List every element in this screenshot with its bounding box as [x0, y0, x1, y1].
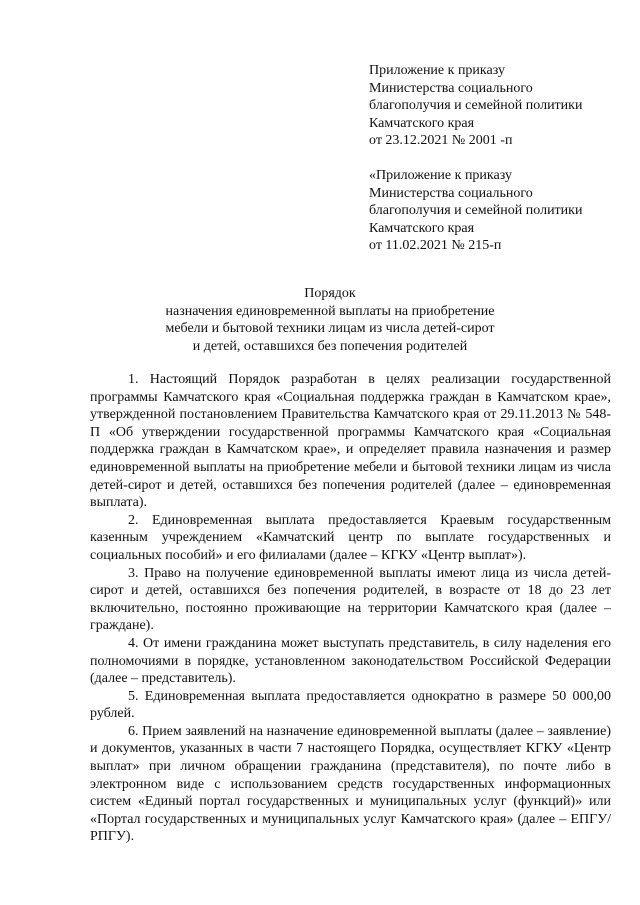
title-line: назначения единовременной выплаты на приобретение	[165, 303, 495, 319]
appendix-line: от 11.02.2021 № 215-п	[369, 238, 502, 253]
appendix-line: Приложение к приказу	[369, 63, 505, 78]
paragraph-5: 5. Единовременная выплата предоставляется однократно в размере 50 000,00 рублей.	[90, 688, 611, 722]
appendix-line: Камчатского края	[369, 220, 475, 236]
title-heading: Порядок	[304, 286, 356, 301]
appendix-line: Камчатского края	[369, 115, 475, 131]
title-line: и детей, оставшихся без попечения родителей	[192, 338, 468, 354]
document-title	[60, 285, 600, 355]
appendix-line: благополучия и семейной политики	[369, 203, 583, 218]
appendix-line: «Приложение к приказу	[369, 168, 512, 183]
paragraph-6: 6. Прием заявлений на назначение единовременной выплаты (далее – заявление) и документов, указанных в части 7 настоящего Порядка, осуществляет КГКУ «Центр выплат» при личном обращении гражданина (представителя), по почте либо в электронном виде с использованием средств государственных информационных систем «Единый портал государственных и муниципальных услуг (функций)» или «Портал государственных и муниципальных услуг Камчатского края» (далее – ЕПГУ/РПГУ).	[90, 723, 611, 845]
paragraph-2: 2. Единовременная выплата предоставляется Краевым государственным казенным учреждением «Камчатский центр по выплате государственных и социальных пособий» и его филиалами (далее – КГКУ «Центр выплат»).	[90, 512, 611, 563]
paragraph-3: 3. Право на получение единовременной выплаты имеют лица из числа детей-сирот и детей, оставшихся без попечения родителей, в возрасте от 18 до 23 лет включительно, постоянно проживающие на территории Камчатского края (далее – граждане).	[90, 565, 611, 634]
document-body	[90, 371, 611, 846]
appendix-current-order	[369, 62, 619, 150]
appendix-line: Министерства социального	[369, 185, 533, 201]
appendix-previous-order	[369, 167, 619, 255]
paragraph-1: 1. Настоящий Порядок разработан в целях реализации государственной программы Камчатского края «Социальная поддержка граждан в Камчатском крае», утвержденной постановлением Правительства Камчатского края от 29.11.2013 № 548-П «Об утверждении государственной программы Камчатского края «Социальная поддержка граждан в Камчатском крае», и определяет правила назначения и размер единовременной выплаты на приобретение мебели и бытовой техники лицам из числа детей-сирот и детей, оставшихся без попечения родителей (далее – единовременная выплата).	[90, 372, 611, 511]
paragraph-4: 4. От имени гражданина может выступать представитель, в силу наделения его полномочиями в порядке, установленном законодательством Российской Федерации (далее – представитель).	[90, 635, 611, 687]
title-line: мебели и бытовой техники лицам из числа детей-сирот	[165, 321, 495, 336]
appendix-line: от 23.12.2021 № 2001 -п	[369, 133, 513, 148]
appendix-line: Министерства социального	[369, 80, 533, 96]
appendix-line: благополучия и семейной политики	[369, 98, 583, 113]
